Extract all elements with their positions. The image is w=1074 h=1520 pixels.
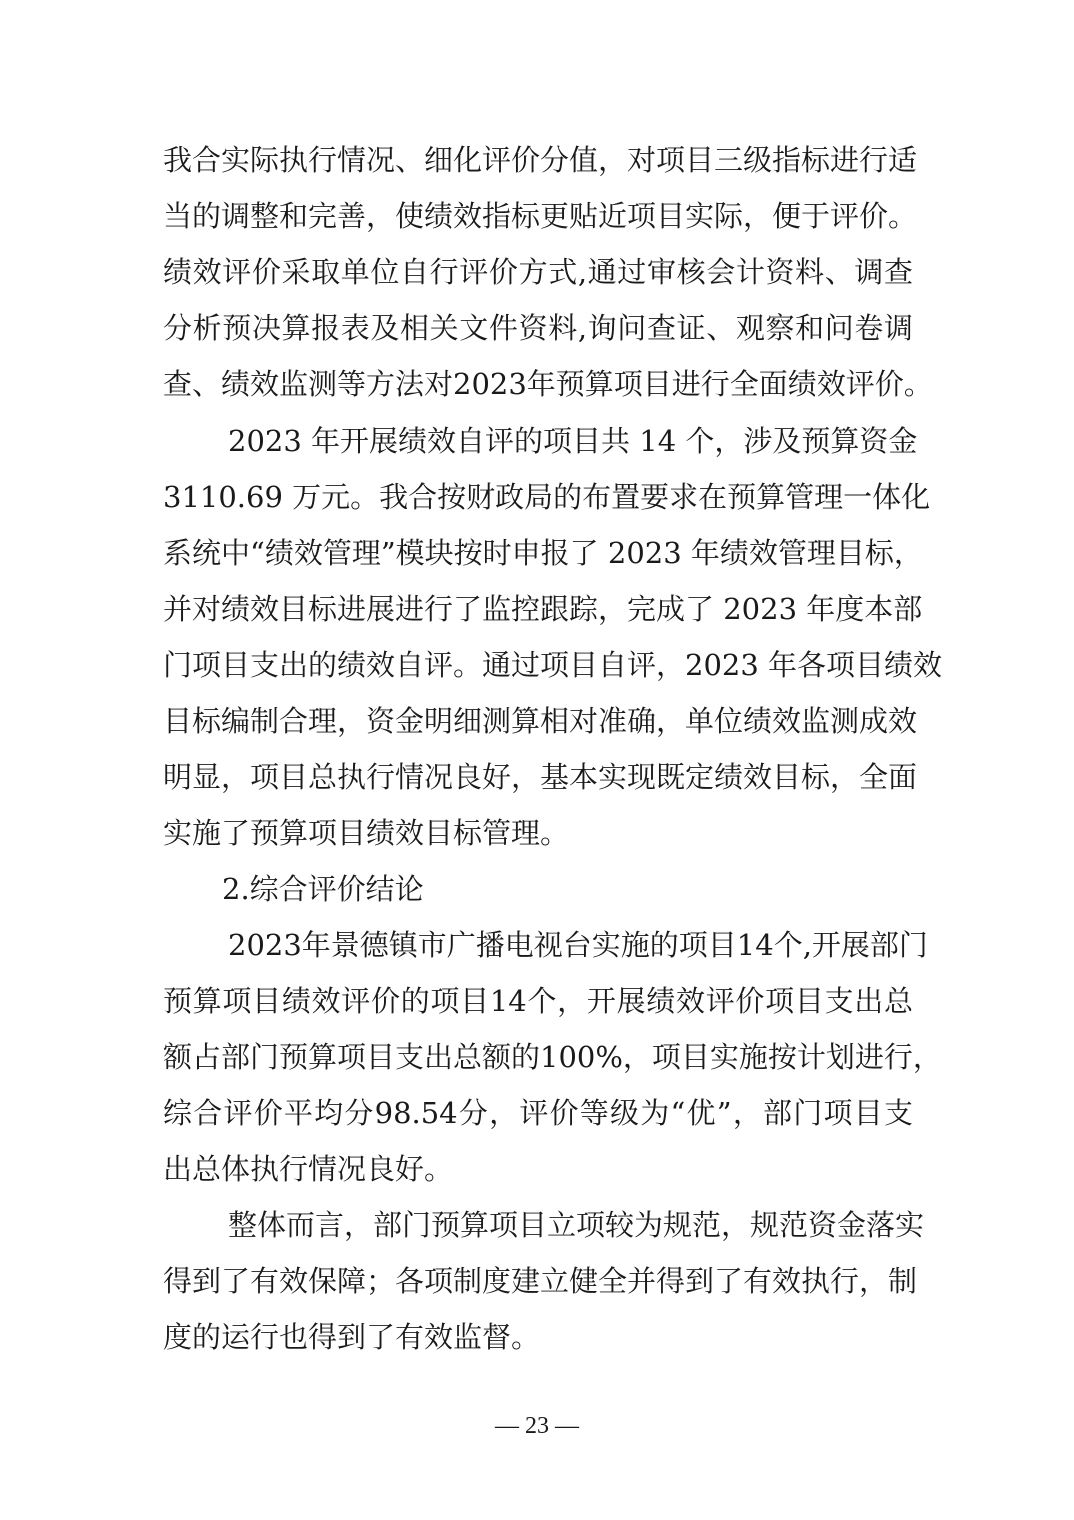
paragraph-line: 门项目支出的绩效自评。通过项目自评，2023 年各项目绩效: [163, 648, 943, 682]
paragraph-line: 当的调整和完善，使绩效指标更贴近项目实际，便于评价。: [163, 199, 918, 233]
paragraph-line: 预算项目绩效评价的项目14个，开展绩效评价项目支出总: [163, 984, 913, 1018]
paragraph-line: 绩效评价采取单位自行评价方式,通过审核会计资料、调查: [163, 255, 913, 289]
paragraph-line: 整体而言，部门预算项目立项较为规范，规范资金落实: [228, 1208, 925, 1242]
paragraph-line: 综合评价平均分98.54分，评价等级为“优”，部门项目支: [163, 1096, 913, 1130]
paragraph-line: 出总体执行情况良好。: [163, 1152, 454, 1186]
paragraph-line: 查、绩效监测等方法对2023年预算项目进行全面绩效评价。: [163, 367, 933, 401]
paragraph-line: 得到了有效保障；各项制度建立健全并得到了有效执行，制: [163, 1264, 918, 1298]
paragraph-line: 2023年景德镇市广播电视台实施的项目14个,开展部门: [228, 928, 928, 962]
paragraph-line: 并对绩效目标进展进行了监控跟踪，完成了 2023 年度本部: [163, 592, 923, 626]
paragraph-line: 实施了预算项目绩效目标管理。: [163, 816, 570, 850]
paragraph-line: 3110.69 万元。我合按财政局的布置要求在预算管理一体化: [163, 480, 931, 514]
page-number: — 23 —: [495, 1413, 579, 1439]
paragraph-line: 目标编制合理，资金明细测算相对准确，单位绩效监测成效: [163, 704, 918, 738]
paragraph-line: 额占部门预算项目支出总额的100%，项目实施按计划进行，: [163, 1040, 942, 1074]
paragraph-line: 系统中“绩效管理”模块按时申报了 2023 年绩效管理目标，: [163, 536, 923, 570]
paragraph-line: 我合实际执行情况、细化评价分值，对项目三级指标进行适: [163, 143, 918, 177]
section-heading: 2.综合评价结论: [222, 872, 424, 906]
paragraph-line: 明显，项目总执行情况良好，基本实现既定绩效目标，全面: [163, 760, 918, 794]
paragraph-line: 度的运行也得到了有效监督。: [163, 1320, 541, 1354]
paragraph-line: 分析预决算报表及相关文件资料,询问查证、观察和问卷调: [163, 311, 913, 345]
paragraph-line: 2023 年开展绩效自评的项目共 14 个，涉及预算资金: [228, 424, 918, 458]
